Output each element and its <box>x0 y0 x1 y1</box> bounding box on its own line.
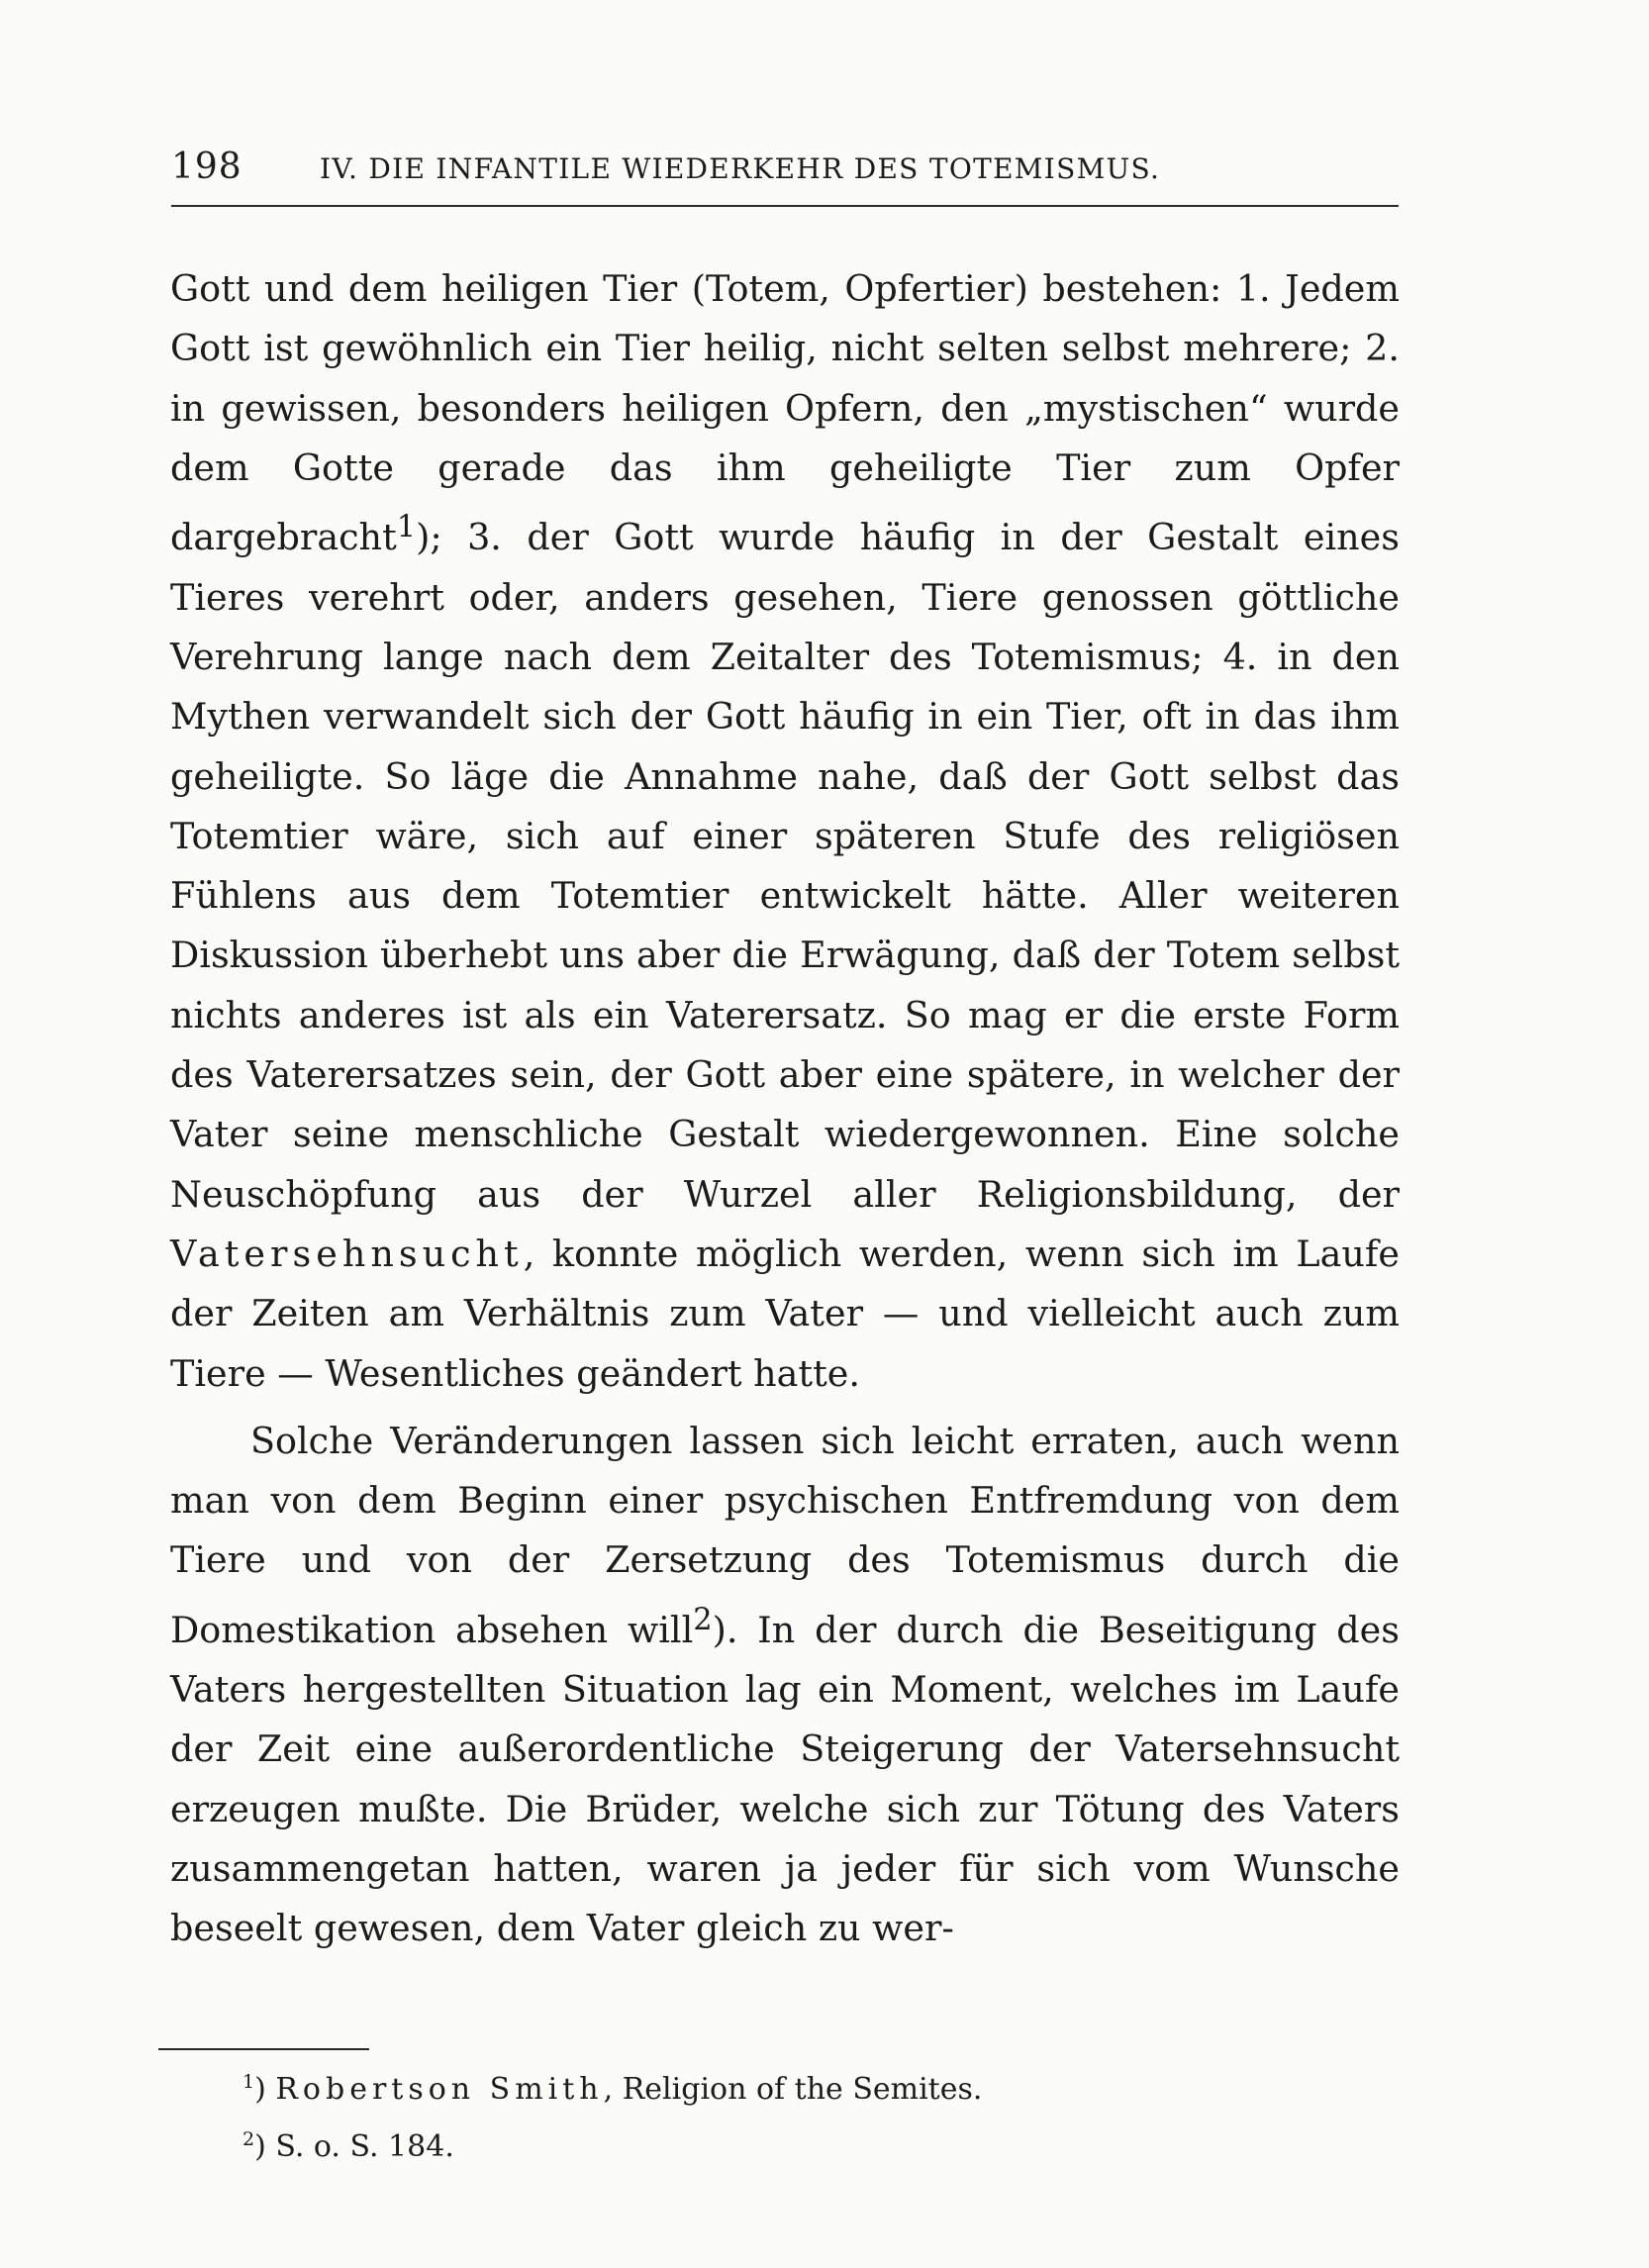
paragraph-2-text-a: Solche Veränderungen lassen sich leicht erraten, auch wenn man von dem Beginn einer psychischen Entfremdung von dem Tiere und von der Zersetzung des Totemismus durch die Domestikation absehen will <box>170 1419 1400 1651</box>
footnote-1: $^1$) Robertson Smith, Religion of the Semites. <box>242 2071 983 2107</box>
footnote-ref-2: 2 <box>693 1602 713 1637</box>
page-header <box>171 147 1399 196</box>
emphasized-word: Vatersehnsucht <box>170 1232 524 1275</box>
footnote-2-text: S. o. S. 184. <box>275 2129 454 2164</box>
footnote-2: $^2$) S. o. S. 184. <box>242 2128 454 2164</box>
footnote-1-author: Robertson Smith <box>275 2072 604 2107</box>
footnote-rule <box>158 2048 369 2050</box>
paragraph-1-text-b: ); 3. der Gott wurde häufig in der Gestalt eines Tieres verehrt oder, anders gesehen, Tiere genossen göttliche Verehrung lange nach dem Zeitalter des Totemismus; 4. in den Mythen verwandelt sich der Gott häufig in ein Tier, oft in das ihm geheiligte. So läge die Annahme nahe, daß der Gott selbst das Totemtier wäre, sich auf einer späteren Stufe des religiösen Fühlens aus dem Totemtier entwickelt hätte. Aller weiteren Diskussion überhebt uns aber die Erwägung, daß der Totem selbst nichts anderes ist als ein Vaterersatz. So mag er die erste Form des Vaterersatzes sein, der Gott aber eine spätere, in welcher der Vater seine menschliche Gestalt wiedergewonnen. Eine solche Neuschöpfung aus der Wurzel aller Religionsbildung, der <box>170 516 1400 1216</box>
header-rule <box>171 205 1399 207</box>
footnote-2-marker: 2 <box>242 2128 255 2150</box>
footnote-1-marker: 1 <box>242 2071 255 2093</box>
paragraph-1-text-a: Gott und dem heiligen Tier (Totem, Opfertier) bestehen: 1. Jedem Gott ist gewöhnlich ein Tier heilig, nicht selten selbst mehrere; 2. in gewissen, besonders heiligen Opfern, den „mystischen“ wurde dem Gotte gerade das ihm geheiligte Tier zum Opfer dargebracht <box>170 267 1400 559</box>
paragraph-2 <box>170 1412 1400 1959</box>
body-text <box>170 259 1400 1959</box>
paragraph-1 <box>170 259 1400 1404</box>
page-number: 198 <box>171 147 242 187</box>
footnote-1-text: , Religion of the Semites. <box>603 2072 983 2107</box>
paragraph-1-text-c: , konnte möglich werden, wenn sich im Laufe der Zeiten am Verhältnis zum Vater — und vielleicht auch zum Tiere — Wesentliches geändert hatte. <box>170 1232 1400 1395</box>
footnotes <box>242 2057 1331 2172</box>
paragraph-2-text-b: ). In der durch die Beseitigung des Vaters hergestellten Situation lag ein Moment, welches im Laufe der Zeit eine außerordentliche Steigerung der Vatersehnsucht erzeugen mußte. Die Brüder, welche sich zur Tötung des Vaters zusammengetan hatten, waren ja jeder für sich vom Wunsche beseelt gewesen, dem Vater gleich zu wer- <box>170 1608 1400 1950</box>
running-title: IV. DIE INFANTILE WIEDERKEHR DES TOTEMISMUS. <box>320 152 1161 185</box>
footnote-ref-1: 1 <box>396 510 417 545</box>
